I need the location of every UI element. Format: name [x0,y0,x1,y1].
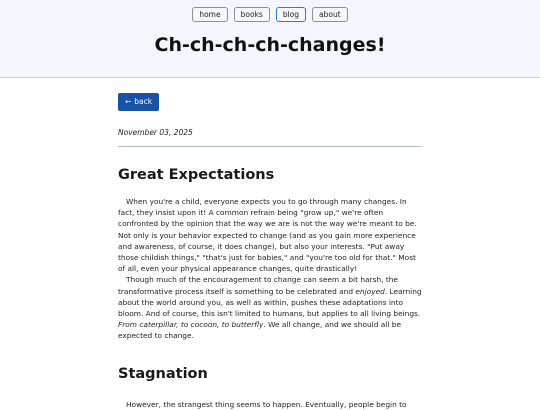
section-title-stagnation: Stagnation [118,365,208,382]
post-content [118,89,422,410]
emphasis-text: enjoyed [355,286,385,296]
paragraph-text: Though much of the encouragement to change can seem a bit harsh, the transformative process itself is something to be celebrated and [118,275,398,296]
paragraph-text: . Learning about the world around you, as well as within, pushes these adaptations into bloom. And of course, this isn't limited to humans, but applies to all living beings. [118,286,422,319]
nav-home-button[interactable]: home [192,7,227,22]
post-date: November 03, 2025 [118,128,193,137]
emphasis-text: From caterpillar, to cocoon, to butterfly [118,320,264,330]
nav-about-button[interactable]: about [312,7,348,22]
left-arrow-icon: ← [125,97,132,106]
nav-blog-button[interactable]: blog [276,7,306,22]
paragraph: However, the strangest thing seems to happen. Eventually, people begin to [126,399,407,409]
section-title-great-expectations: Great Expectations [118,167,275,183]
paragraph: When you're a child, everyone expects you to go through many changes. In fact, they insist upon it! A common refrain being "grow up," we're often confronted by the opinion that the way we are is not the way we're meant to be. Not only is your behavior expected to change (and as you gain more experience and awareness, of course, it does change), but also your interests. "Put away those childish things," "that's just for babies," and "you're too old for that." Most of all, even your physical appearance changes, quite drastically! [118,197,417,274]
paragraph-text: . We all change, and we should all be expected to change. [118,320,401,341]
paragraph [118,274,422,341]
site-header [0,0,540,78]
divider [118,146,422,147]
back-button-label: back [134,97,153,106]
top-nav [0,7,540,22]
back-button[interactable] [118,93,159,111]
nav-books-button[interactable]: books [234,7,270,22]
site-title: Ch-ch-ch-ch-changes! [154,34,386,56]
